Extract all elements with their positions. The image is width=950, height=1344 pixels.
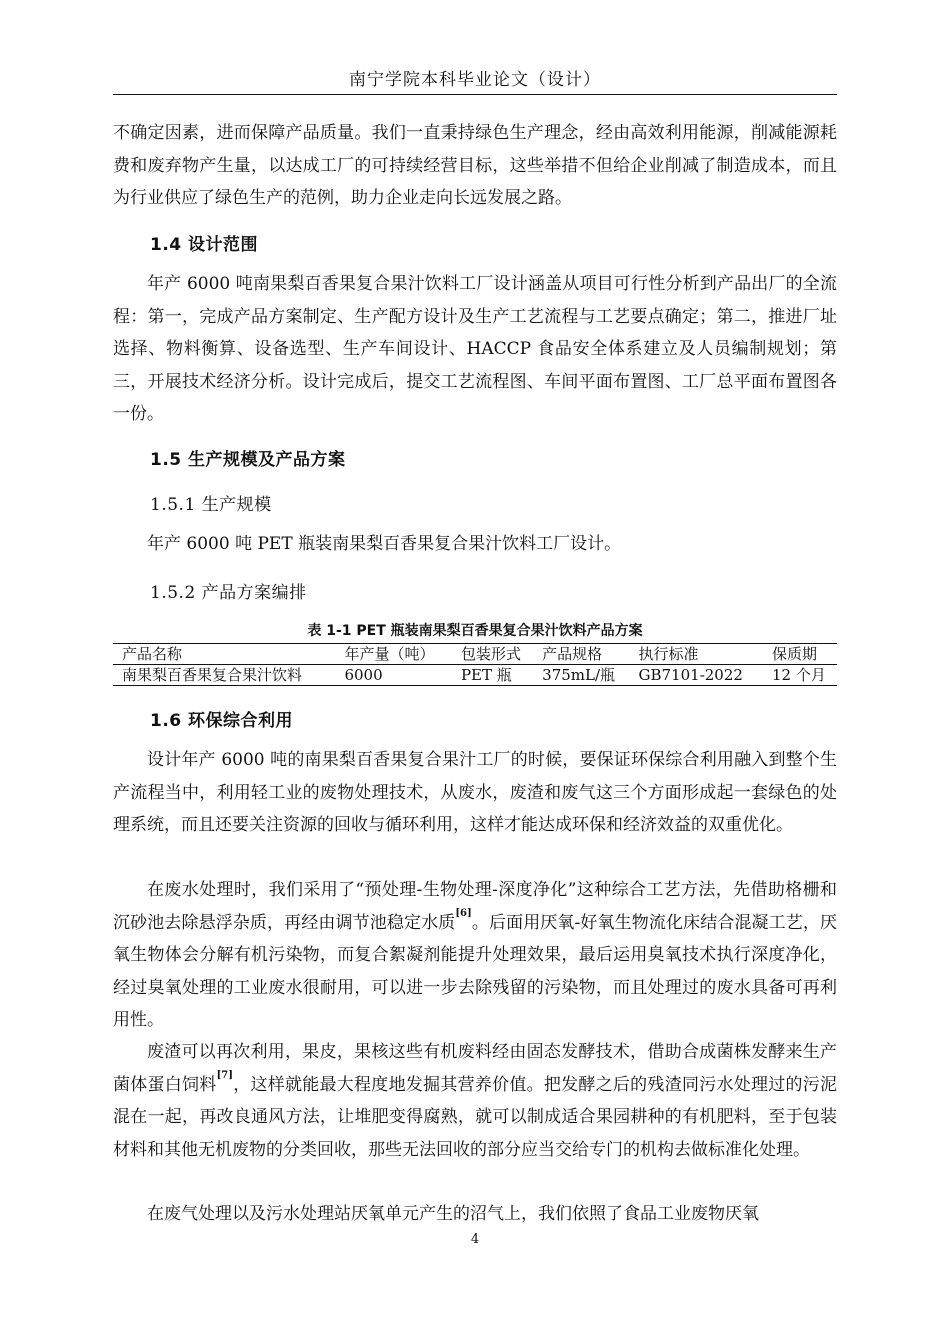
- section-1-6-paragraph-1: 设计年产 6000 吨的南果梨百香果复合果汁工厂的时候，要保证环保综合利用融入到整个生产流程当中，利用轻工业的废物处理技术，从废水，废渣和废气这三个方面形成起一套绿色的处理系统，而且还要关注资源的回收与循环利用，这样才能达成环保和经济效益的双重优化。: [113, 750, 837, 835]
- section-1-5-heading: 1.5 生产规模及产品方案: [150, 450, 346, 470]
- section-1-6-heading: 1.6 环保综合利用: [150, 711, 294, 731]
- subsection-1-5-1-paragraph: 年产 6000 吨 PET 瓶装南果梨百香果复合果汁饮料工厂设计。: [147, 534, 622, 554]
- section-1-6-paragraph-2: [113, 874, 837, 1037]
- table-header-cell: 产品规格: [542, 645, 603, 663]
- product-plan-table: [113, 643, 837, 686]
- subsection-1-5-2-heading: 1.5.2 产品方案编排: [150, 583, 307, 603]
- section-1-6-paragraph-4: 在废气处理以及污水处理站厌氧单元产生的沼气上，我们依照了食品工业废物厌氧: [147, 1204, 759, 1224]
- citation-ref: [6]: [455, 907, 472, 919]
- table-row: [113, 665, 837, 686]
- page-header: 南宁学院本科毕业论文（设计）: [113, 66, 837, 95]
- subsection-1-5-1-heading: 1.5.1 生产规模: [150, 495, 272, 515]
- section-1-4-paragraph: 年产 6000 吨南果梨百香果复合果汁饮料工厂设计涵盖从项目可行性分析到产品出厂的全流程：第一，完成产品方案制定、生产配方设计及生产工艺流程与工艺要点确定；第二，推进厂址选择、物料衡算、设备选型、生产车间设计、HACCP 食品安全体系建立及人员编制规划；第三，开展技术经济分析。设计完成后，提交工艺流程图、车间平面布置图、工厂总平面布置图各一份。: [113, 274, 837, 424]
- intro-paragraph: 不确定因素，进而保障产品质量。我们一直秉持绿色生产理念，经由高效利用能源，削减能源耗费和废弃物产生量，以达成工厂的可持续经营目标，这些举措不但给企业削减了制造成本，而且为行业供应了绿色生产的范例，助力企业走向长远发展之路。: [113, 123, 837, 208]
- paragraph-text: 废渣可以再次利用，果皮，果核这些有机废料经由固态发酵技术，借助合成菌株发酵来生产菌体蛋白饲料: [113, 1042, 837, 1095]
- table-cell: GB7101-2022: [638, 666, 743, 684]
- paragraph-text: ，这样就能最大程度地发掘其营养价值。把发酵之后的残渣同污水处理过的污泥混在一起，再改良通风方法，让堆肥变得腐熟，就可以制成适合果园耕种的有机肥料，至于包装材料和其他无机废物的分类回收，那些无法回收的部分应当交给专门的机构去做标准化处理。: [113, 1074, 838, 1160]
- table-cell: 南果梨百香果复合果汁饮料: [122, 666, 303, 684]
- citation-ref: [7]: [216, 1069, 233, 1081]
- table-header-cell: 保质期: [771, 645, 817, 663]
- section-1-6-paragraph-3: [113, 1036, 837, 1166]
- paragraph-text: 。后面用厌氧-好氧生物流化床结合混凝工艺，厌氧生物体会分解有机污染物，而复合絮凝剂能提升处理效果，最后运用臭氧技术执行深度净化，经过臭氧处理的工业废水很耐用，可以进一步去除残留的污染物，而且处理过的废水具备可再利用性。: [113, 912, 838, 1030]
- table-cell: PET 瓶: [460, 666, 512, 684]
- paragraph-text: 在废水处理时，我们采用了“预处理-生物处理-深度净化”这种综合工艺方法，先借助格栅和沉砂池去除悬浮杂质，再经由调节池稳定水质: [113, 880, 837, 933]
- table-header-cell: 年产量（吨）: [344, 645, 435, 663]
- table-header-cell: 执行标准: [638, 645, 699, 663]
- table-cell: 12 个月: [771, 666, 826, 684]
- table-header-cell: 产品名称: [122, 645, 183, 663]
- table-cell: 6000: [344, 666, 383, 684]
- section-1-4-heading: 1.4 设计范围: [150, 235, 259, 255]
- page-number: 4: [470, 1232, 480, 1247]
- table-header-row: [113, 644, 837, 665]
- table-header-cell: 包装形式: [460, 645, 521, 663]
- table-cell: 375mL/瓶: [542, 666, 616, 684]
- table-caption: 表 1-1 PET 瓶装南果梨百香果复合果汁饮料产品方案: [307, 623, 643, 639]
